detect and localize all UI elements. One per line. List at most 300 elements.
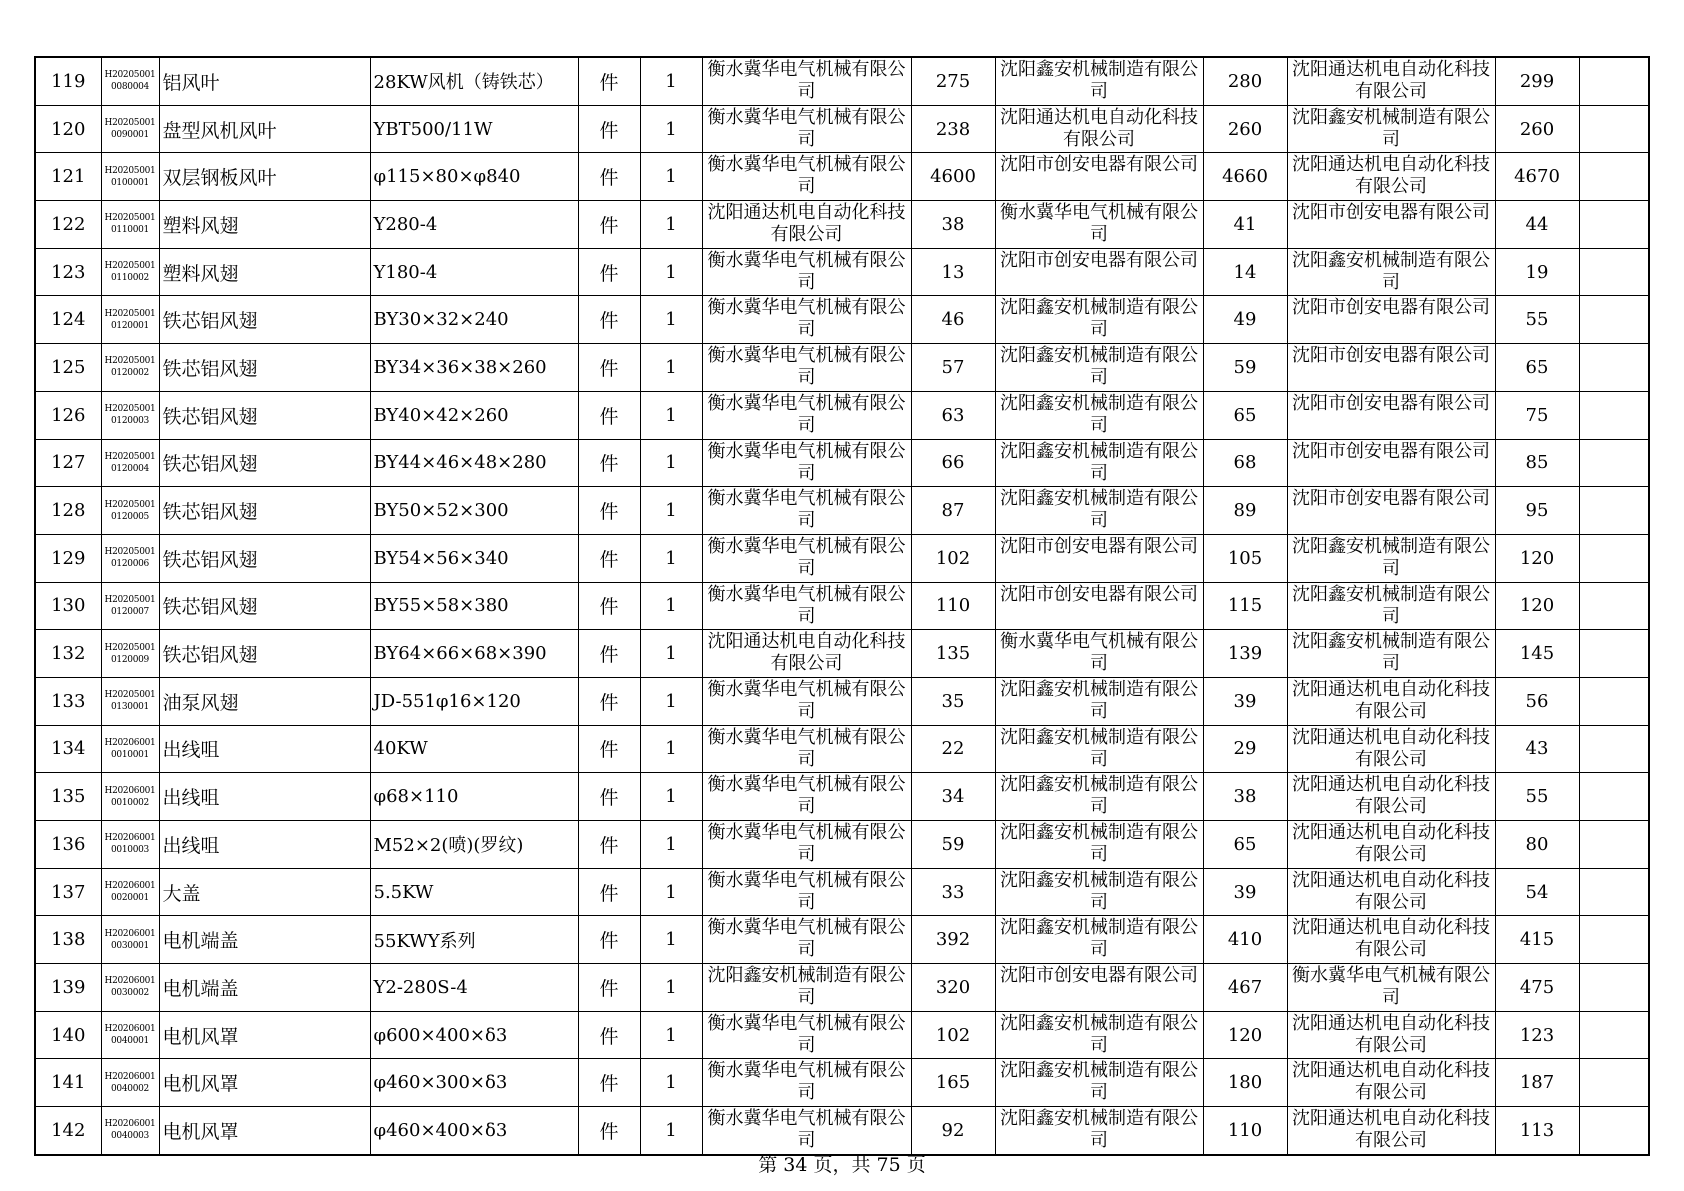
material-code [101,1059,159,1107]
material-spec: BY30×32×240 [370,296,578,344]
material-spec: 55KWY系列 [370,916,578,964]
price-2: 110 [1203,1107,1287,1155]
quantity: 1 [640,725,702,773]
price-3: 43 [1495,725,1579,773]
material-code-line: 0090001 [111,130,149,141]
price-2: 65 [1203,821,1287,869]
supplier-1: 衡水冀华电气机械有限公司 [702,344,911,392]
price-1: 4600 [911,153,995,201]
material-code-line: 0020001 [111,893,149,904]
material-code-line: H20205001 [104,499,156,510]
price-3: 260 [1495,105,1579,153]
row-number: 120 [35,105,101,153]
remarks-cell [1579,1107,1649,1155]
material-code-line: 0120006 [111,559,149,570]
price-1: 59 [911,821,995,869]
supplier-2: 沈阳鑫安机械制造有限公司 [995,725,1203,773]
unit: 件 [578,57,640,105]
material-code-line: H20205001 [104,118,156,129]
material-code [101,582,159,630]
table-row [35,677,1649,725]
material-code-line: H20205001 [104,690,156,701]
material-code [101,391,159,439]
material-code [101,964,159,1012]
material-name: 电机端盖 [159,964,370,1012]
material-code-line: 0040002 [111,1083,149,1094]
quantity: 1 [640,439,702,487]
remarks-cell [1579,57,1649,105]
price-3: 120 [1495,582,1579,630]
price-comparison-table [34,56,1650,1156]
remarks-cell [1579,677,1649,725]
row-number: 128 [35,487,101,535]
supplier-3: 衡水冀华电气机械有限公司 [1287,964,1495,1012]
price-2: 105 [1203,534,1287,582]
unit: 件 [578,773,640,821]
supplier-1: 衡水冀华电气机械有限公司 [702,916,911,964]
supplier-3: 沈阳通达机电自动化科技有限公司 [1287,153,1495,201]
supplier-2: 沈阳市创安电器有限公司 [995,248,1203,296]
quantity: 1 [640,868,702,916]
quantity: 1 [640,582,702,630]
unit: 件 [578,439,640,487]
price-1: 38 [911,201,995,249]
table-row [35,105,1649,153]
unit: 件 [578,201,640,249]
material-code [101,248,159,296]
row-number: 125 [35,344,101,392]
quantity: 1 [640,57,702,105]
material-name: 盘型风机风叶 [159,105,370,153]
supplier-2: 沈阳鑫安机械制造有限公司 [995,57,1203,105]
material-code-line: 0120004 [111,463,149,474]
material-name: 电机风罩 [159,1011,370,1059]
supplier-2: 沈阳鑫安机械制造有限公司 [995,677,1203,725]
material-name: 电机端盖 [159,916,370,964]
price-1: 135 [911,630,995,678]
price-2: 280 [1203,57,1287,105]
price-2: 39 [1203,677,1287,725]
table-row [35,868,1649,916]
material-code-line: H20206001 [104,1119,156,1130]
material-code-line: H20206001 [104,833,156,844]
material-code [101,916,159,964]
material-code [101,153,159,201]
supplier-3: 沈阳市创安电器有限公司 [1287,439,1495,487]
quantity: 1 [640,296,702,344]
price-2: 89 [1203,487,1287,535]
material-code [101,630,159,678]
supplier-3: 沈阳鑫安机械制造有限公司 [1287,105,1495,153]
quantity: 1 [640,916,702,964]
footer-suffix: 页 [900,1154,926,1176]
supplier-2: 沈阳鑫安机械制造有限公司 [995,439,1203,487]
supplier-3: 沈阳鑫安机械制造有限公司 [1287,630,1495,678]
supplier-3: 沈阳市创安电器有限公司 [1287,296,1495,344]
material-name: 油泵风翅 [159,677,370,725]
table-row [35,1011,1649,1059]
price-3: 299 [1495,57,1579,105]
material-name: 铁芯铝风翅 [159,439,370,487]
remarks-cell [1579,582,1649,630]
row-number: 119 [35,57,101,105]
material-spec: φ68×110 [370,773,578,821]
price-1: 102 [911,534,995,582]
material-code-line: 0110001 [111,225,149,236]
material-code-line: 0120003 [111,416,149,427]
footer-prefix: 第 [758,1154,784,1176]
supplier-2: 沈阳鑫安机械制造有限公司 [995,916,1203,964]
supplier-3: 沈阳通达机电自动化科技有限公司 [1287,1011,1495,1059]
material-code-line: H20205001 [104,594,156,605]
supplier-3: 沈阳通达机电自动化科技有限公司 [1287,773,1495,821]
remarks-cell [1579,487,1649,535]
supplier-3: 沈阳市创安电器有限公司 [1287,344,1495,392]
row-number: 142 [35,1107,101,1155]
remarks-cell [1579,248,1649,296]
price-1: 35 [911,677,995,725]
table-row [35,773,1649,821]
row-number: 139 [35,964,101,1012]
quantity: 1 [640,1011,702,1059]
supplier-2: 沈阳鑫安机械制造有限公司 [995,1059,1203,1107]
table-row [35,725,1649,773]
material-code [101,773,159,821]
table-row [35,916,1649,964]
row-number: 134 [35,725,101,773]
price-3: 145 [1495,630,1579,678]
supplier-2: 沈阳鑫安机械制造有限公司 [995,868,1203,916]
remarks-cell [1579,391,1649,439]
material-code-line: H20205001 [104,308,156,319]
material-name: 铁芯铝风翅 [159,582,370,630]
supplier-1: 衡水冀华电气机械有限公司 [702,821,911,869]
price-1: 46 [911,296,995,344]
material-spec: 40KW [370,725,578,773]
quantity: 1 [640,1059,702,1107]
material-code [101,677,159,725]
quantity: 1 [640,677,702,725]
unit: 件 [578,248,640,296]
table-row [35,582,1649,630]
material-name: 铁芯铝风翅 [159,344,370,392]
material-code-line: H20206001 [104,881,156,892]
price-2: 29 [1203,725,1287,773]
remarks-cell [1579,773,1649,821]
material-code-line: H20205001 [104,213,156,224]
material-name: 塑料风翅 [159,248,370,296]
supplier-2: 沈阳鑫安机械制造有限公司 [995,773,1203,821]
material-code-line: H20206001 [104,1071,156,1082]
material-code-line: 0080004 [111,82,149,93]
price-3: 187 [1495,1059,1579,1107]
price-2: 120 [1203,1011,1287,1059]
table-row [35,391,1649,439]
price-1: 165 [911,1059,995,1107]
row-number: 140 [35,1011,101,1059]
supplier-1: 衡水冀华电气机械有限公司 [702,391,911,439]
supplier-2: 沈阳市创安电器有限公司 [995,582,1203,630]
material-code-line: 0030001 [111,940,149,951]
material-spec: BY44×46×48×280 [370,439,578,487]
supplier-2: 沈阳鑫安机械制造有限公司 [995,1107,1203,1155]
table-row [35,487,1649,535]
supplier-1: 衡水冀华电气机械有限公司 [702,677,911,725]
price-3: 65 [1495,344,1579,392]
unit: 件 [578,534,640,582]
price-1: 87 [911,487,995,535]
price-3: 44 [1495,201,1579,249]
material-code-line: H20206001 [104,976,156,987]
price-2: 260 [1203,105,1287,153]
supplier-2: 沈阳鑫安机械制造有限公司 [995,487,1203,535]
row-number: 136 [35,821,101,869]
material-code-line: H20206001 [104,737,156,748]
page-footer [0,1150,1684,1177]
row-number: 135 [35,773,101,821]
remarks-cell [1579,916,1649,964]
price-1: 238 [911,105,995,153]
table-row [35,201,1649,249]
material-spec: JD-551φ16×120 [370,677,578,725]
unit: 件 [578,1107,640,1155]
price-1: 63 [911,391,995,439]
material-name: 出线咀 [159,725,370,773]
supplier-1: 衡水冀华电气机械有限公司 [702,105,911,153]
price-2: 49 [1203,296,1287,344]
remarks-cell [1579,725,1649,773]
material-name: 双层钢板风叶 [159,153,370,201]
material-spec: BY54×56×340 [370,534,578,582]
material-code-line: 0010001 [111,749,149,760]
table-row [35,153,1649,201]
table-row [35,57,1649,105]
price-3: 475 [1495,964,1579,1012]
price-2: 410 [1203,916,1287,964]
quantity: 1 [640,821,702,869]
supplier-3: 沈阳通达机电自动化科技有限公司 [1287,677,1495,725]
quantity: 1 [640,105,702,153]
quantity: 1 [640,487,702,535]
row-number: 132 [35,630,101,678]
material-code [101,57,159,105]
table-row [35,630,1649,678]
material-name: 铁芯铝风翅 [159,391,370,439]
row-number: 126 [35,391,101,439]
unit: 件 [578,105,640,153]
unit: 件 [578,344,640,392]
supplier-1: 衡水冀华电气机械有限公司 [702,439,911,487]
quantity: 1 [640,534,702,582]
price-2: 68 [1203,439,1287,487]
price-2: 41 [1203,201,1287,249]
material-code-line: H20205001 [104,261,156,272]
row-number: 141 [35,1059,101,1107]
supplier-1: 衡水冀华电气机械有限公司 [702,487,911,535]
supplier-1: 衡水冀华电气机械有限公司 [702,153,911,201]
material-code [101,105,159,153]
unit: 件 [578,487,640,535]
supplier-1: 衡水冀华电气机械有限公司 [702,57,911,105]
row-number: 138 [35,916,101,964]
supplier-2: 沈阳鑫安机械制造有限公司 [995,1011,1203,1059]
material-name: 塑料风翅 [159,201,370,249]
remarks-cell [1579,868,1649,916]
price-1: 22 [911,725,995,773]
table-row [35,1059,1649,1107]
supplier-2: 沈阳通达机电自动化科技有限公司 [995,105,1203,153]
quantity: 1 [640,153,702,201]
supplier-2: 沈阳鑫安机械制造有限公司 [995,391,1203,439]
quantity: 1 [640,964,702,1012]
supplier-3: 沈阳通达机电自动化科技有限公司 [1287,868,1495,916]
unit: 件 [578,1011,640,1059]
supplier-2: 沈阳市创安电器有限公司 [995,153,1203,201]
quantity: 1 [640,391,702,439]
material-spec: BY34×36×38×260 [370,344,578,392]
footer-middle: 页，共 [807,1154,877,1176]
material-code [101,534,159,582]
quantity: 1 [640,1107,702,1155]
unit: 件 [578,677,640,725]
price-2: 14 [1203,248,1287,296]
supplier-2: 沈阳鑫安机械制造有限公司 [995,821,1203,869]
material-code-line: H20206001 [104,1024,156,1035]
unit: 件 [578,1059,640,1107]
supplier-1: 衡水冀华电气机械有限公司 [702,534,911,582]
material-code-line: 0120007 [111,606,149,617]
material-code [101,725,159,773]
supplier-1: 衡水冀华电气机械有限公司 [702,296,911,344]
table-body [35,57,1649,1155]
price-2: 180 [1203,1059,1287,1107]
price-3: 80 [1495,821,1579,869]
material-code [101,821,159,869]
row-number: 124 [35,296,101,344]
unit: 件 [578,916,640,964]
price-2: 4660 [1203,153,1287,201]
material-name: 电机风罩 [159,1059,370,1107]
row-number: 122 [35,201,101,249]
material-spec: φ115×80×φ840 [370,153,578,201]
supplier-1: 沈阳通达机电自动化科技有限公司 [702,630,911,678]
material-name: 出线咀 [159,773,370,821]
remarks-cell [1579,153,1649,201]
price-3: 113 [1495,1107,1579,1155]
unit: 件 [578,964,640,1012]
material-code-line: H20205001 [104,404,156,415]
material-spec: 28KW风机（铸铁芯） [370,57,578,105]
table-row [35,248,1649,296]
supplier-3: 沈阳通达机电自动化科技有限公司 [1287,916,1495,964]
material-code-line: H20205001 [104,451,156,462]
price-1: 320 [911,964,995,1012]
price-3: 123 [1495,1011,1579,1059]
price-1: 66 [911,439,995,487]
remarks-cell [1579,296,1649,344]
material-code [101,201,159,249]
supplier-1: 衡水冀华电气机械有限公司 [702,773,911,821]
supplier-3: 沈阳通达机电自动化科技有限公司 [1287,725,1495,773]
row-number: 127 [35,439,101,487]
material-name: 铁芯铝风翅 [159,487,370,535]
material-code-line: 0100001 [111,177,149,188]
remarks-cell [1579,964,1649,1012]
supplier-3: 沈阳通达机电自动化科技有限公司 [1287,57,1495,105]
supplier-3: 沈阳鑫安机械制造有限公司 [1287,582,1495,630]
supplier-3: 沈阳市创安电器有限公司 [1287,487,1495,535]
material-code [101,868,159,916]
supplier-1: 衡水冀华电气机械有限公司 [702,1011,911,1059]
material-spec: φ600×400×δ3 [370,1011,578,1059]
material-spec: Y180-4 [370,248,578,296]
unit: 件 [578,868,640,916]
price-3: 85 [1495,439,1579,487]
row-number: 123 [35,248,101,296]
supplier-2: 衡水冀华电气机械有限公司 [995,201,1203,249]
table-row [35,439,1649,487]
price-1: 275 [911,57,995,105]
material-code-line: 0040001 [111,1036,149,1047]
price-2: 467 [1203,964,1287,1012]
remarks-cell [1579,1059,1649,1107]
unit: 件 [578,821,640,869]
price-1: 33 [911,868,995,916]
remarks-cell [1579,1011,1649,1059]
material-code-line: H20205001 [104,642,156,653]
material-code [101,439,159,487]
supplier-3: 沈阳通达机电自动化科技有限公司 [1287,1059,1495,1107]
material-spec: φ460×300×δ3 [370,1059,578,1107]
row-number: 133 [35,677,101,725]
material-code-line: 0030002 [111,988,149,999]
remarks-cell [1579,534,1649,582]
row-number: 137 [35,868,101,916]
table-row [35,821,1649,869]
material-code-line: 0130001 [111,702,149,713]
table-row [35,534,1649,582]
current-page-number: 34 [783,1154,808,1176]
unit: 件 [578,582,640,630]
material-code [101,1107,159,1155]
unit: 件 [578,296,640,344]
material-code [101,1011,159,1059]
price-3: 56 [1495,677,1579,725]
price-1: 34 [911,773,995,821]
supplier-1: 衡水冀华电气机械有限公司 [702,868,911,916]
price-1: 102 [911,1011,995,1059]
price-3: 55 [1495,296,1579,344]
supplier-2: 沈阳市创安电器有限公司 [995,964,1203,1012]
price-2: 115 [1203,582,1287,630]
material-code-line: H20206001 [104,785,156,796]
remarks-cell [1579,201,1649,249]
material-code-line: 0120002 [111,368,149,379]
supplier-3: 沈阳鑫安机械制造有限公司 [1287,534,1495,582]
unit: 件 [578,391,640,439]
material-code-line: 0110002 [111,273,149,284]
unit: 件 [578,153,640,201]
material-spec: M52×2(喷)(罗纹) [370,821,578,869]
price-3: 19 [1495,248,1579,296]
material-name: 出线咀 [159,821,370,869]
material-code-line: 0040003 [111,1131,149,1142]
table-row [35,344,1649,392]
material-code-line: 0120001 [111,320,149,331]
row-number: 130 [35,582,101,630]
total-pages-number: 75 [876,1154,901,1176]
material-code-line: H20205001 [104,356,156,367]
